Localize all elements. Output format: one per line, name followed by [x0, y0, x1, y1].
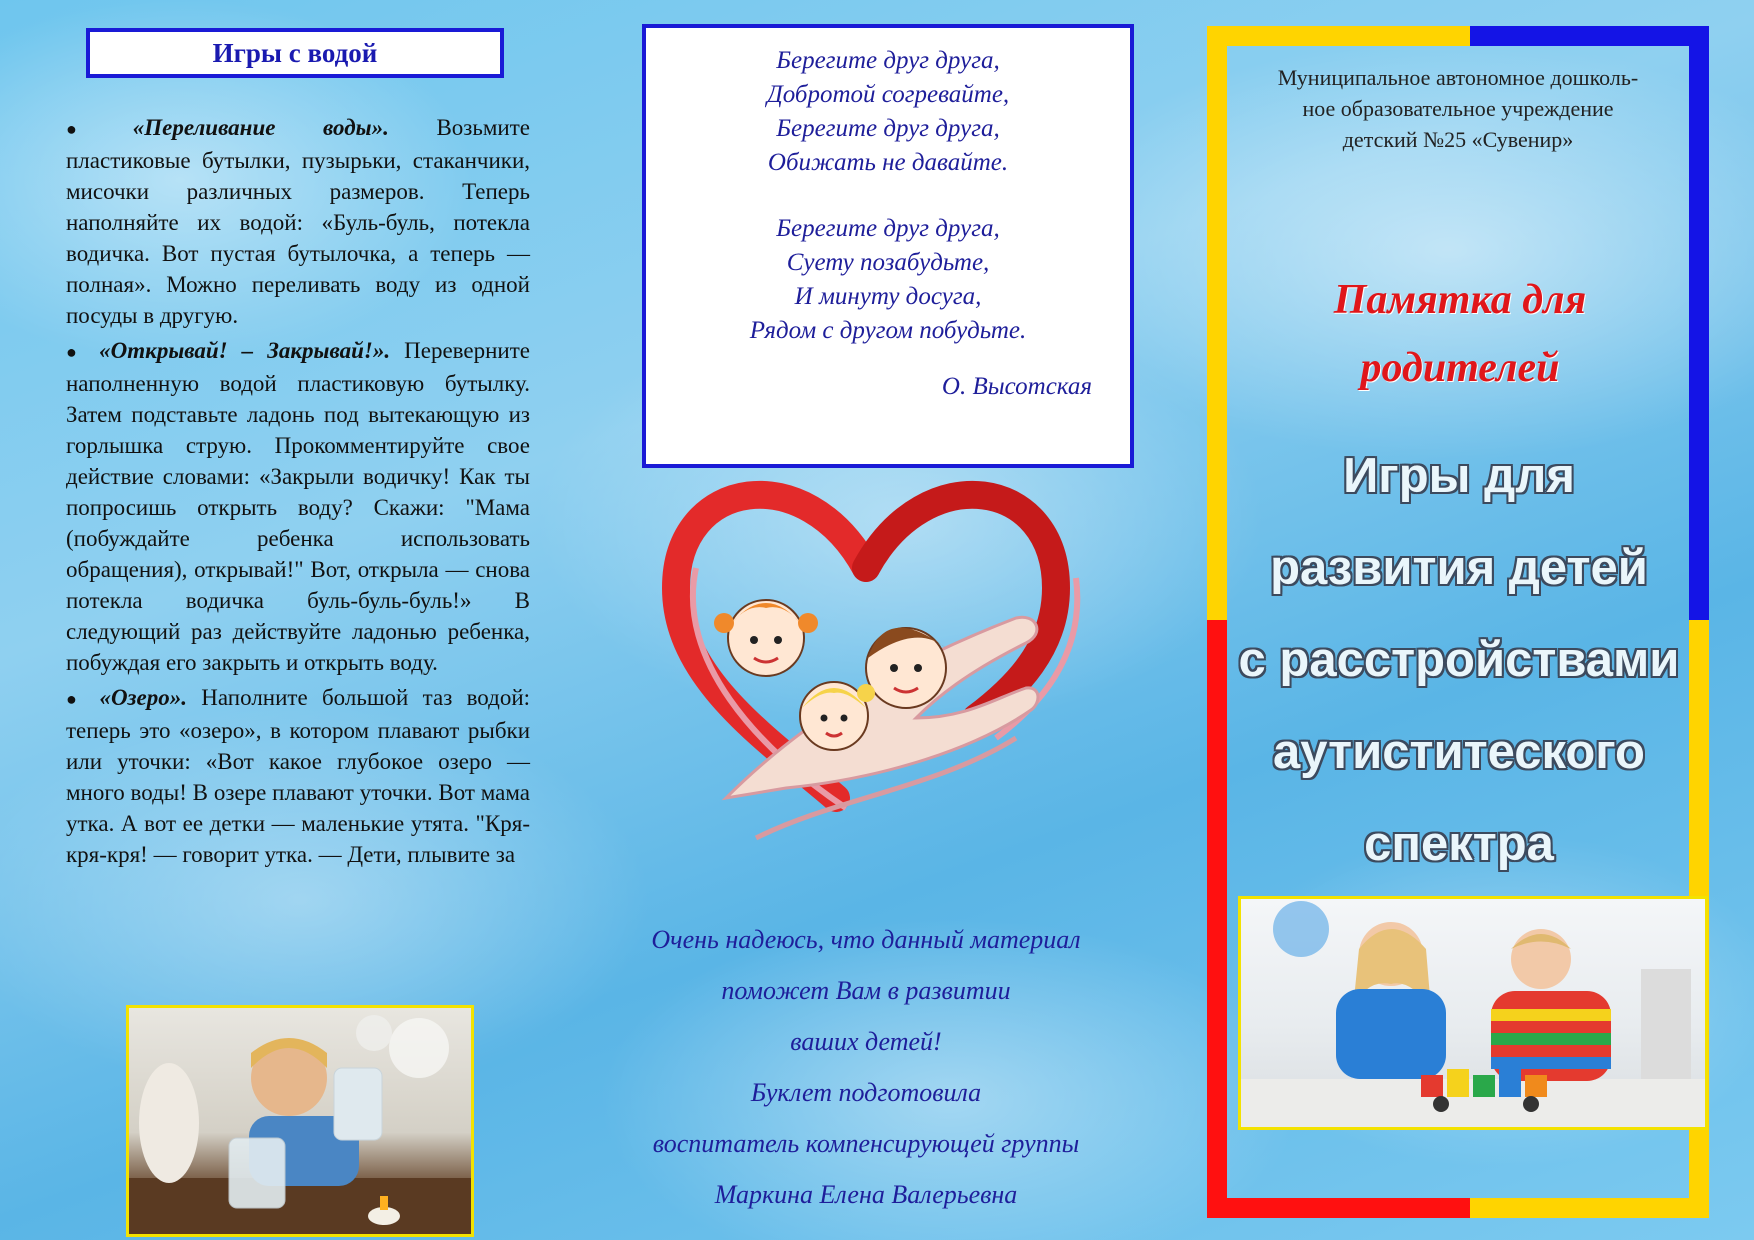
poem-author: О. Высотская — [941, 373, 1092, 400]
main-title-line: с расстройствами — [1238, 633, 1680, 687]
memo-title-line: Памятка для — [1333, 277, 1587, 323]
poem-line: Берегите друг друга, — [776, 115, 1000, 142]
closing-line: Буклет подготовила — [750, 1078, 982, 1107]
main-title-line: развития детей — [1270, 541, 1648, 595]
poem-line: Обижать не давайте. — [767, 149, 1009, 176]
poem-stanza — [646, 44, 1130, 180]
main-title-line: Игры для — [1343, 449, 1575, 503]
game-item — [66, 112, 530, 331]
poem-line: И минуту досуга, — [794, 283, 982, 310]
bullet-icon: ● — [66, 689, 86, 709]
child-pouring-water-photo — [126, 1005, 474, 1237]
game-item — [66, 682, 530, 870]
frame-top-yellow — [1207, 26, 1470, 46]
main-title-line: спектра — [1364, 817, 1554, 871]
children-playing-photo — [1238, 896, 1708, 1130]
institution-name — [1248, 62, 1668, 155]
heart-hand-children-logo — [636, 418, 1096, 878]
closing-line: Маркина Елена Валерьевна — [714, 1180, 1018, 1209]
institution-line: детский №25 «Сувенир» — [1342, 127, 1574, 152]
frame-bottom-red — [1207, 1198, 1470, 1218]
main-title-line: аутиститеского — [1273, 725, 1645, 779]
frame-bottom-yellow — [1470, 1198, 1709, 1218]
photo-illustration — [129, 1008, 471, 1234]
games-list — [66, 112, 530, 874]
booklet-main-title — [1214, 430, 1704, 890]
game-text: Переверните наполненную водой пластиковую бутылку. Затем подставьте ладонь под вытекающую из горлышка струю. Прокомментируйте свое действие словами: «Закрыли водичку! Как ты попросишь открыть воду? Скажи: "Мама (побуждайте ребенка использовать обращения), открывай!" Вот, открыла — снова потекла водичка буль-буль-буль!» В следующий раз действуйте ладонью ребенка, побуждая его закрыть и открыть воду. — [66, 338, 530, 675]
memo-title — [1230, 266, 1690, 402]
poem-line: Берегите друг друга, — [776, 215, 1000, 242]
institution-line: ное образовательное учреждение — [1302, 96, 1614, 121]
game-text: Возьмите пластиковые бутылки, пузырьки, стаканчики, мисочки различных размеров. Теперь наполняйте их водой: «Буль-буль, потекла водичка. Вот пустая бутылочка, а теперь — полная». Можно переливать воду из одной посуды в другую. — [66, 115, 530, 328]
poem-line: Рядом с другом побудьте. — [749, 317, 1027, 344]
poem-line: Суету позабудьте, — [786, 249, 990, 276]
closing-note — [606, 914, 1126, 1220]
poem-line: Добротой согревайте, — [766, 81, 1010, 108]
bullet-icon: ● — [66, 119, 119, 139]
game-text: Наполните большой таз водой: теперь это «озеро», в котором плавают рыбки или уточки: «Вот какое глубокое озеро — много воды! В озере плавают уточки. Вот мама утка. А вот ее детки — маленькие утята. "Кря-кря-кря! — говорит утка. — Дети, плывите за — [66, 685, 531, 867]
photo-illustration — [1241, 899, 1705, 1127]
closing-line: Очень надеюсь, что данный материал — [651, 925, 1081, 954]
game-item — [66, 335, 530, 678]
frame-top-blue — [1470, 26, 1709, 46]
closing-line: поможет Вам в развитии — [721, 976, 1011, 1005]
closing-line: воспитатель компенсирующей группы — [652, 1129, 1080, 1158]
game-name: «Озеро». — [99, 685, 187, 710]
game-name: «Переливание воды». — [132, 115, 389, 140]
memo-title-line: родителей — [1360, 345, 1560, 391]
poem-box — [642, 24, 1134, 468]
game-name: «Открывай! – Закрывай!». — [99, 338, 391, 363]
section-title: Игры с водой — [86, 28, 504, 78]
poem-stanza — [646, 212, 1130, 348]
poem-line: Берегите друг друга, — [776, 47, 1000, 74]
bullet-icon: ● — [66, 342, 86, 362]
institution-line: Муниципальное автономное дошколь- — [1277, 65, 1639, 90]
closing-line: ваших детей! — [790, 1027, 942, 1056]
